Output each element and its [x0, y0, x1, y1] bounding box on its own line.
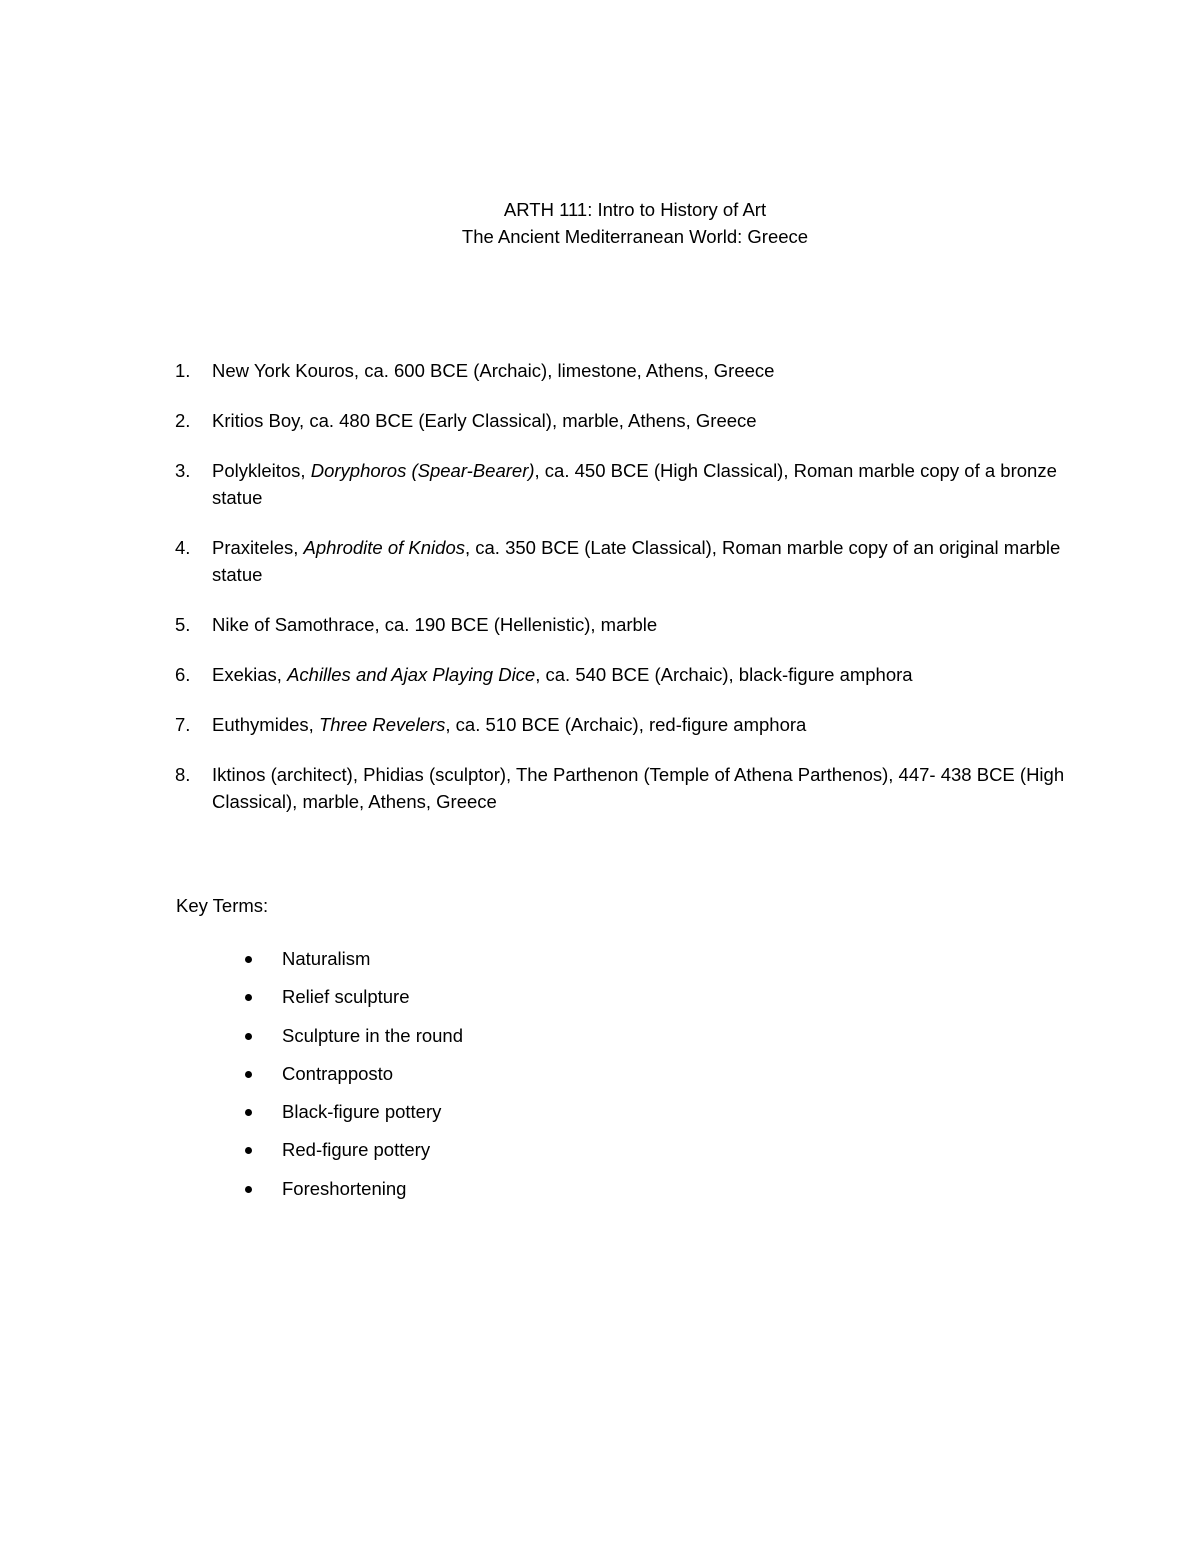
- bullet-icon: [245, 1033, 252, 1040]
- key-term-text: Red-figure pottery: [282, 1139, 431, 1161]
- bullet-icon: [245, 1071, 252, 1078]
- document-header: [0, 196, 1200, 250]
- item-text: Kritios Boy, ca. 480 BCE (Early Classical), marble, Athens, Greece: [212, 410, 757, 431]
- key-terms-list: [0, 945, 1200, 1213]
- item-number: 2.: [175, 410, 191, 431]
- key-term-text: Sculpture in the round: [282, 1024, 464, 1046]
- course-title: ARTH 111: Intro to History of Art: [503, 199, 767, 220]
- item-text: New York Kouros, ca. 600 BCE (Archaic), limestone, Athens, Greece: [212, 360, 775, 381]
- key-term-item: [0, 1098, 1200, 1136]
- bullet-icon: [245, 956, 252, 963]
- item-text-rest: , ca. 450 BCE (High Classical), Roman marble copy of a bronze statue: [212, 460, 1057, 508]
- bullet-icon: [245, 1109, 252, 1116]
- item-text: Exekias,: [212, 664, 288, 685]
- artwork-item: [0, 534, 1072, 588]
- bullet-icon: [245, 1186, 252, 1193]
- key-term-text: Black-figure pottery: [282, 1101, 442, 1123]
- item-number: 1.: [175, 360, 191, 381]
- key-term-item: [0, 945, 1200, 983]
- key-term-text: Contrapposto: [282, 1062, 394, 1084]
- key-term-text: Foreshortening: [282, 1177, 407, 1199]
- key-term-item: [0, 1136, 1200, 1174]
- artwork-item: [0, 357, 1072, 384]
- item-title-italic: Doryphoros (Spear-Bearer): [310, 460, 535, 481]
- bullet-icon: [245, 1147, 252, 1154]
- artwork-item: [0, 711, 1072, 738]
- key-term-text: Naturalism: [282, 948, 371, 969]
- item-text: Euthymides,: [212, 714, 319, 735]
- key-term-item: [0, 983, 1200, 1021]
- key-term-item: [0, 1060, 1200, 1098]
- artwork-item: [0, 407, 1072, 434]
- item-number: 6.: [175, 664, 191, 685]
- item-text: Iktinos (architect), Phidias (sculptor), The Parthenon (Temple of Athena Parthenos), 447- 438 BCE (High Classical), marble, Athens, Greece: [212, 764, 1065, 812]
- item-text-rest: , ca. 350 BCE (Late Classical), Roman marble copy of an original marble statue: [212, 537, 1061, 585]
- key-terms-label: Key Terms:: [176, 895, 269, 916]
- item-title-italic: Achilles and Ajax Playing Dice: [287, 664, 536, 685]
- item-number: 7.: [175, 714, 191, 735]
- item-text: Praxiteles,: [212, 537, 304, 558]
- item-number: 3.: [175, 460, 191, 481]
- key-term-text: Relief sculpture: [282, 986, 410, 1008]
- item-text-rest: , ca. 510 BCE (Archaic), red-figure amphora: [445, 714, 807, 735]
- item-number: 5.: [175, 614, 191, 635]
- item-number: 4.: [175, 537, 191, 558]
- item-number: 8.: [175, 764, 191, 785]
- item-title-italic: Aphrodite of Knidos: [303, 537, 465, 558]
- item-text: Polykleitos,: [212, 460, 311, 481]
- artwork-item: [0, 761, 1072, 815]
- artwork-item: [0, 457, 1072, 511]
- item-text: Nike of Samothrace, ca. 190 BCE (Hellenistic), marble: [212, 614, 658, 635]
- item-text-rest: , ca. 540 BCE (Archaic), black-figure amphora: [535, 664, 913, 685]
- key-term-item: [0, 1022, 1200, 1060]
- key-term-item: [0, 1175, 1200, 1213]
- artwork-list: [0, 357, 1200, 838]
- artwork-item: [0, 661, 1072, 688]
- bullet-icon: [245, 994, 252, 1001]
- artwork-item: [0, 611, 1072, 638]
- item-title-italic: Three Revelers: [318, 714, 446, 735]
- unit-subtitle: The Ancient Mediterranean World: Greece: [461, 226, 809, 247]
